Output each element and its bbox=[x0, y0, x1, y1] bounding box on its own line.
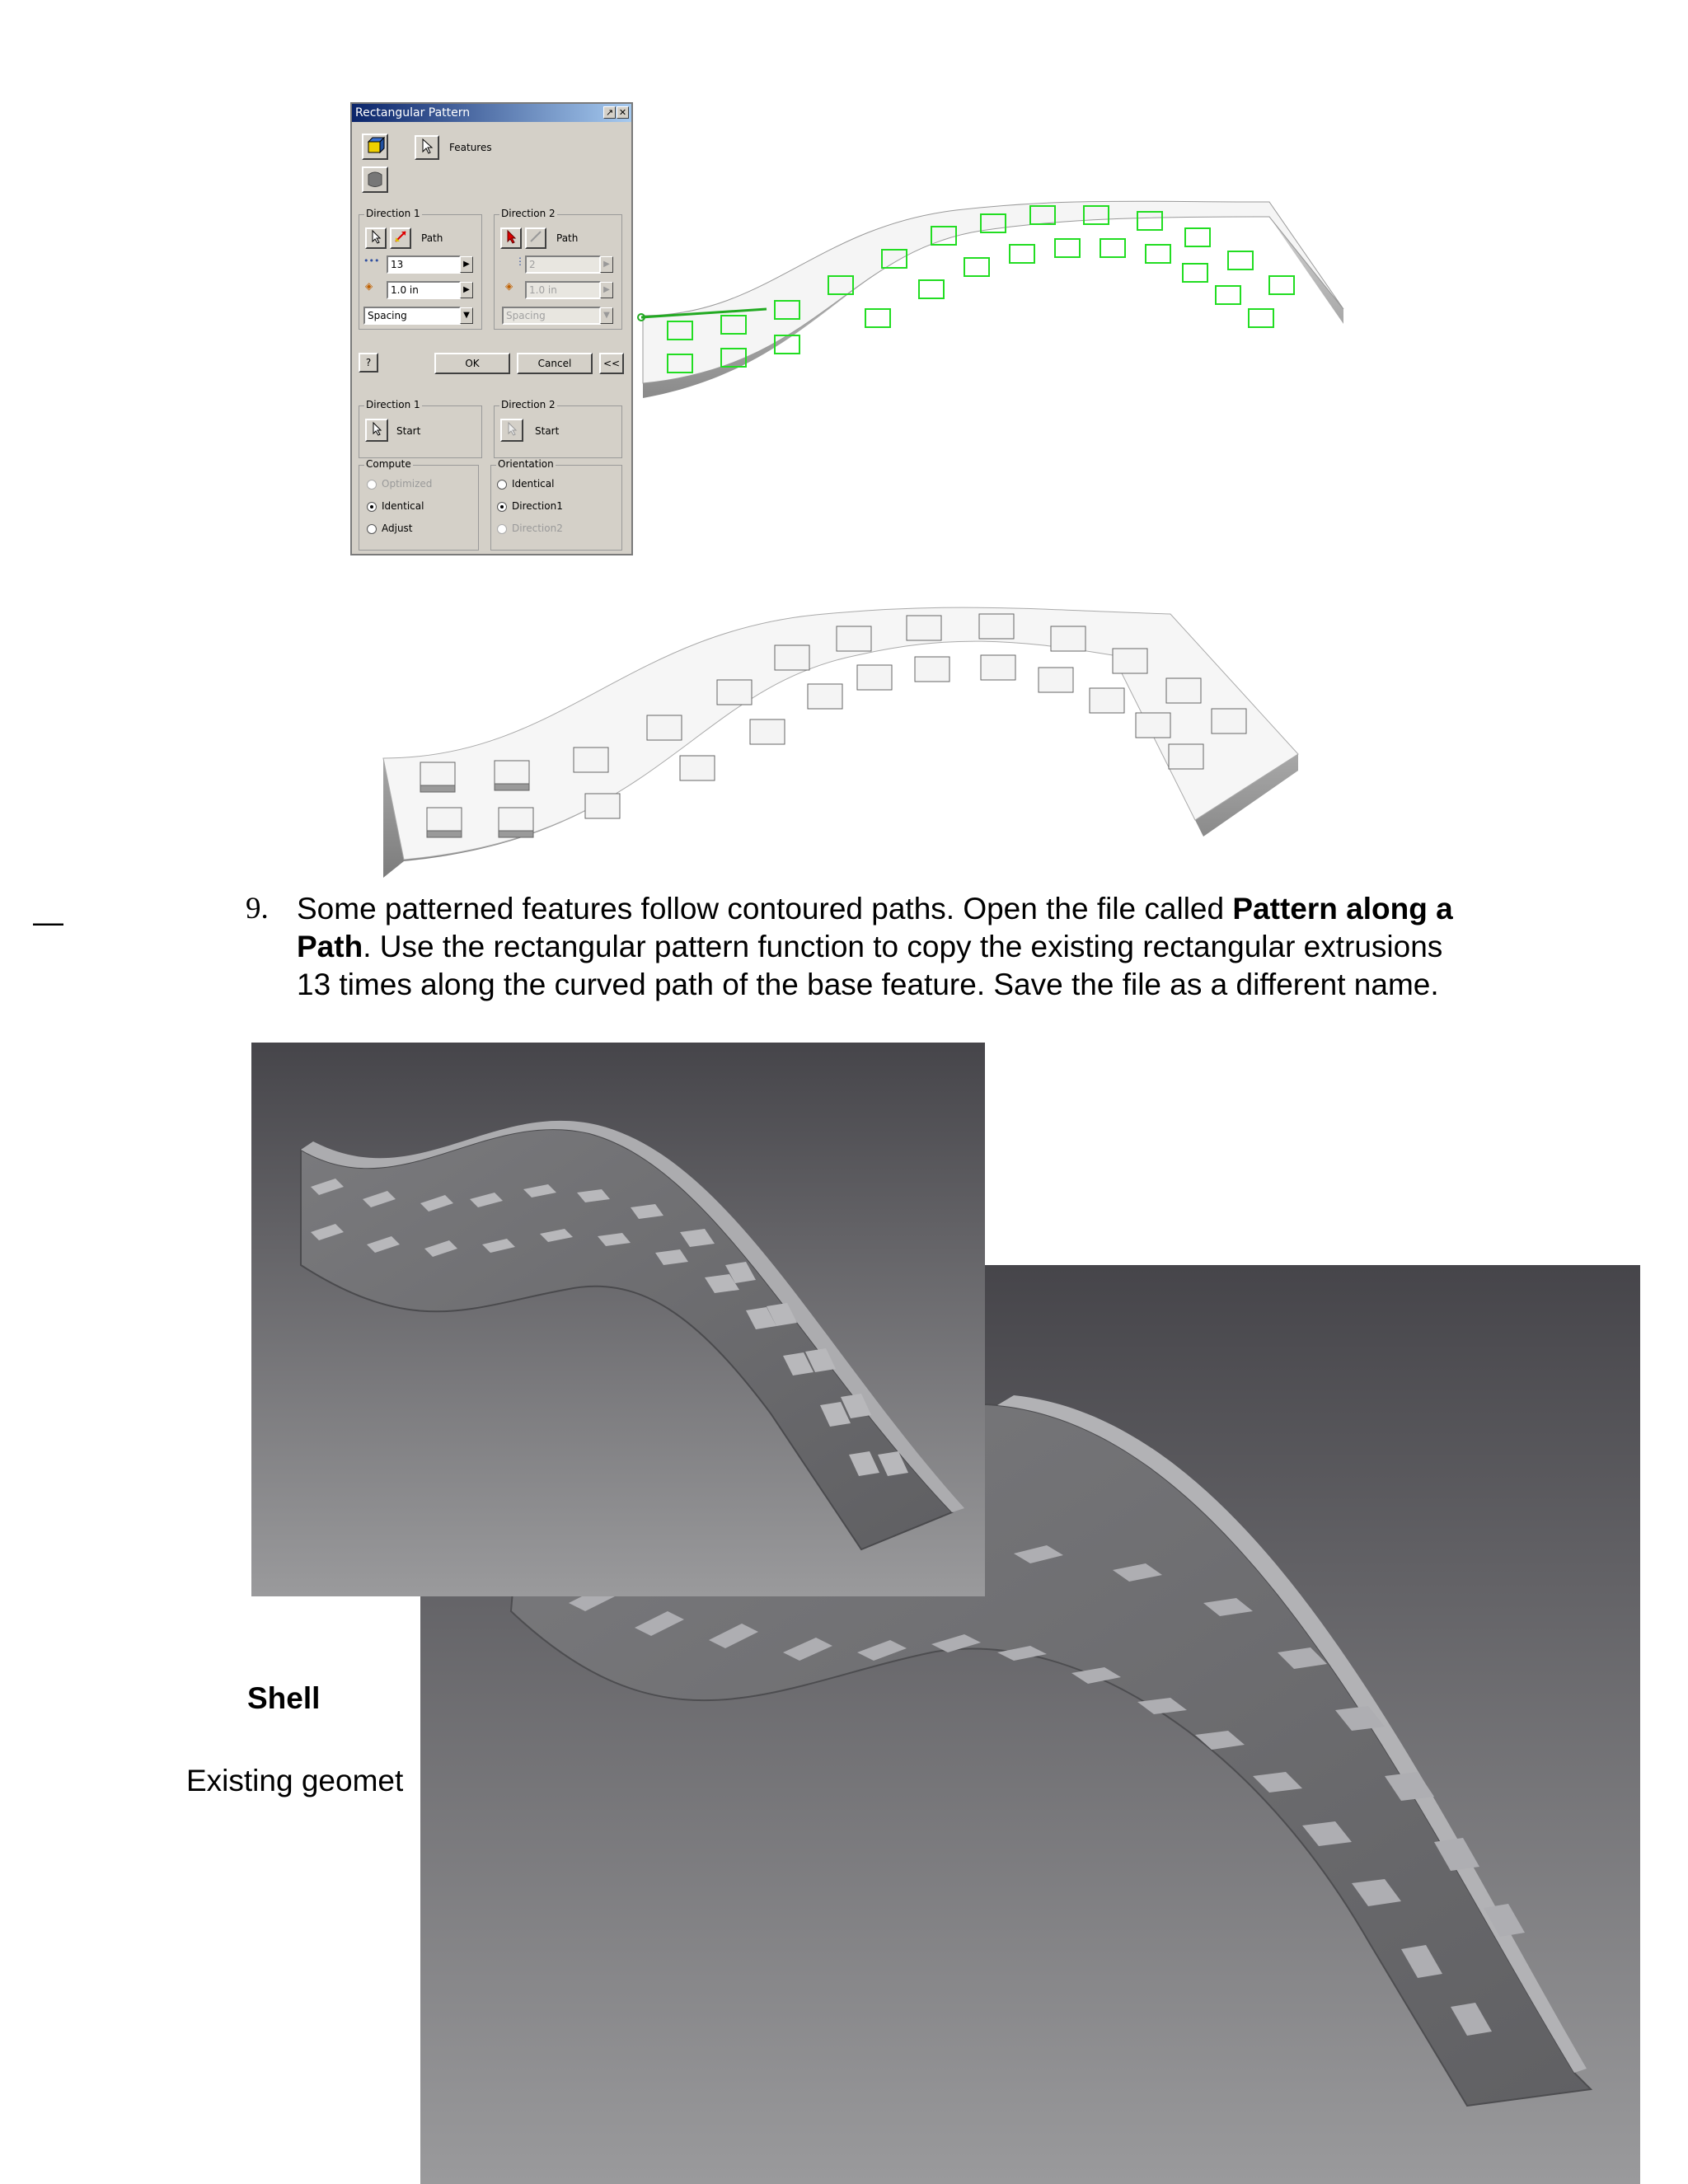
pattern-block bbox=[1166, 678, 1201, 703]
section-heading: Shell bbox=[247, 1681, 321, 1715]
pattern-block bbox=[1113, 649, 1147, 673]
direction1-start-group-label: Direction 1 bbox=[366, 399, 420, 410]
dialog-titlebar bbox=[352, 104, 631, 122]
orientation-direction2-label: Direction2 bbox=[512, 523, 563, 534]
margin-dash: — bbox=[33, 905, 63, 939]
compute-adjust-label: Adjust bbox=[382, 523, 413, 534]
spacing-icon: ◈ bbox=[365, 280, 373, 292]
pattern-block bbox=[1090, 688, 1124, 713]
pattern-block bbox=[647, 715, 682, 740]
direction1-start-button[interactable] bbox=[365, 419, 388, 442]
pattern-occurrence bbox=[1269, 276, 1294, 294]
pattern-occurrence bbox=[1146, 245, 1170, 263]
pattern-block bbox=[979, 614, 1014, 639]
pattern-result-image bbox=[379, 598, 1302, 882]
flip-direction-icon bbox=[528, 229, 543, 244]
direction2-flip-button[interactable] bbox=[525, 227, 546, 249]
pattern-block bbox=[750, 719, 785, 744]
pattern-block bbox=[574, 748, 608, 772]
orientation-direction1-radio[interactable] bbox=[497, 502, 507, 512]
cancel-button[interactable]: Cancel bbox=[517, 353, 593, 374]
pattern-block bbox=[585, 794, 620, 818]
pattern-occurrence bbox=[964, 258, 989, 276]
direction2-count-spinner[interactable]: ▶ bbox=[600, 256, 613, 273]
direction2-mode-select[interactable]: Spacing bbox=[502, 307, 601, 325]
pattern-block bbox=[981, 655, 1015, 680]
direction1-group-label: Direction 1 bbox=[366, 208, 420, 219]
step-9-text-b: . Use the rectangular pattern function to copy the existing rectangular extrusions 13 times along the curved path of the base feature. Save the file as a different name. bbox=[297, 930, 1443, 1001]
count-icon: ⋮ bbox=[515, 255, 525, 267]
pattern-block bbox=[1169, 744, 1203, 769]
pattern-occurrence bbox=[865, 309, 890, 327]
solid-body-icon bbox=[364, 168, 386, 190]
pattern-occurrence bbox=[1216, 286, 1240, 304]
compute-optimized-radio[interactable] bbox=[367, 480, 377, 490]
ok-button[interactable]: OK bbox=[434, 353, 510, 374]
cursor-arrow-icon bbox=[418, 137, 436, 155]
direction2-spacing-field[interactable]: 1.0 in bbox=[525, 281, 601, 299]
dialog-title: Rectangular Pattern bbox=[355, 106, 471, 120]
cursor-arrow-icon bbox=[368, 420, 385, 437]
help-button[interactable] bbox=[359, 353, 378, 373]
features-cube-icon bbox=[364, 135, 386, 157]
direction2-spacing-spinner[interactable]: ▶ bbox=[600, 282, 613, 298]
compute-optimized-label: Optimized bbox=[382, 478, 433, 490]
pattern-block bbox=[1051, 626, 1085, 651]
direction1-start-label: Start bbox=[396, 425, 421, 437]
compute-group-label: Compute bbox=[366, 458, 411, 470]
pattern-block bbox=[495, 761, 529, 785]
pattern-preview-image bbox=[635, 194, 1352, 408]
direction2-start-button[interactable] bbox=[500, 419, 523, 442]
pattern-solids-mode-button[interactable] bbox=[362, 166, 388, 193]
pattern-features-mode-button[interactable] bbox=[362, 134, 388, 160]
pattern-block bbox=[857, 665, 892, 690]
spacing-icon: ◈ bbox=[505, 280, 513, 292]
direction1-count-field[interactable]: 13 bbox=[387, 255, 461, 274]
pattern-block bbox=[915, 657, 950, 682]
direction1-spacing-field[interactable]: 1.0 in bbox=[387, 281, 461, 299]
orientation-identical-radio[interactable] bbox=[497, 480, 507, 490]
cursor-arrow-icon bbox=[368, 229, 383, 244]
close-icon[interactable]: ✕ bbox=[617, 106, 629, 119]
direction1-mode-dropdown-icon[interactable]: ▼ bbox=[460, 307, 473, 324]
direction2-start-label: Start bbox=[535, 425, 560, 437]
help-icon: ? bbox=[365, 357, 372, 368]
base-feature-top bbox=[643, 201, 1343, 383]
pattern-block bbox=[420, 762, 455, 787]
pattern-block bbox=[499, 808, 533, 832]
step-9-filename: Pattern along a Path bbox=[297, 892, 1453, 963]
direction2-count-field[interactable]: 2 bbox=[525, 255, 601, 274]
orientation-group-label: Orientation bbox=[498, 458, 554, 470]
rectangular-pattern-dialog bbox=[350, 102, 633, 555]
orientation-direction1-label: Direction1 bbox=[512, 500, 563, 512]
pattern-block bbox=[837, 626, 871, 651]
pattern-block bbox=[775, 645, 809, 670]
direction2-path-select-button[interactable] bbox=[500, 227, 522, 249]
pattern-block bbox=[680, 756, 715, 780]
pattern-occurrence bbox=[1228, 251, 1253, 269]
direction1-count-spinner[interactable]: ▶ bbox=[460, 256, 473, 273]
pattern-block bbox=[907, 616, 941, 640]
direction2-group-label: Direction 2 bbox=[501, 208, 556, 219]
direction1-flip-button[interactable] bbox=[390, 227, 411, 249]
pattern-block bbox=[427, 808, 462, 832]
features-label: Features bbox=[449, 142, 492, 153]
flip-direction-icon bbox=[393, 229, 408, 244]
step-9-text bbox=[297, 890, 1467, 1004]
pattern-occurrence bbox=[1055, 239, 1080, 257]
shell-render-small-image bbox=[251, 1043, 985, 1596]
section-body-text: Existing geomet bbox=[186, 1764, 404, 1797]
direction1-path-select-button[interactable] bbox=[365, 227, 387, 249]
collapse-button[interactable]: << bbox=[599, 353, 624, 374]
step-9-text-a: Some patterned features follow contoured paths. Open the file called bbox=[297, 892, 1233, 926]
compute-adjust-radio[interactable] bbox=[367, 524, 377, 534]
pattern-block bbox=[427, 831, 462, 837]
direction1-mode-select[interactable]: Spacing bbox=[363, 307, 461, 325]
pattern-block bbox=[495, 784, 529, 790]
pattern-block bbox=[420, 785, 455, 792]
direction2-path-label: Path bbox=[556, 232, 579, 244]
pattern-occurrence bbox=[1010, 245, 1034, 263]
pattern-occurrence bbox=[1249, 309, 1273, 327]
direction1-spacing-spinner[interactable]: ▶ bbox=[460, 282, 473, 298]
orientation-direction2-radio[interactable] bbox=[497, 524, 507, 534]
compute-identical-radio[interactable] bbox=[367, 502, 377, 512]
pattern-block bbox=[499, 831, 533, 837]
pattern-occurrence bbox=[919, 280, 944, 298]
direction2-mode-dropdown-icon[interactable]: ▼ bbox=[600, 307, 613, 324]
pattern-block bbox=[808, 684, 842, 709]
cursor-arrow-icon bbox=[504, 420, 520, 437]
features-select-button[interactable] bbox=[415, 135, 439, 160]
pattern-block bbox=[1039, 668, 1073, 692]
orientation-identical-label: Identical bbox=[512, 478, 555, 490]
count-icon: ••• bbox=[363, 255, 380, 266]
pattern-occurrence bbox=[1100, 239, 1125, 257]
pattern-occurrence bbox=[1185, 228, 1210, 246]
direction1-path-label: Path bbox=[421, 232, 443, 244]
pattern-block bbox=[717, 680, 752, 705]
direction2-start-group-label: Direction 2 bbox=[501, 399, 556, 410]
compute-identical-label: Identical bbox=[382, 500, 424, 512]
pattern-block bbox=[1136, 713, 1170, 738]
cursor-arrow-red-icon bbox=[504, 229, 518, 244]
pattern-occurrence bbox=[1183, 264, 1207, 282]
pin-icon[interactable]: ↗ bbox=[603, 106, 616, 119]
pattern-block bbox=[1212, 709, 1246, 733]
step-number: 9. bbox=[246, 892, 269, 926]
